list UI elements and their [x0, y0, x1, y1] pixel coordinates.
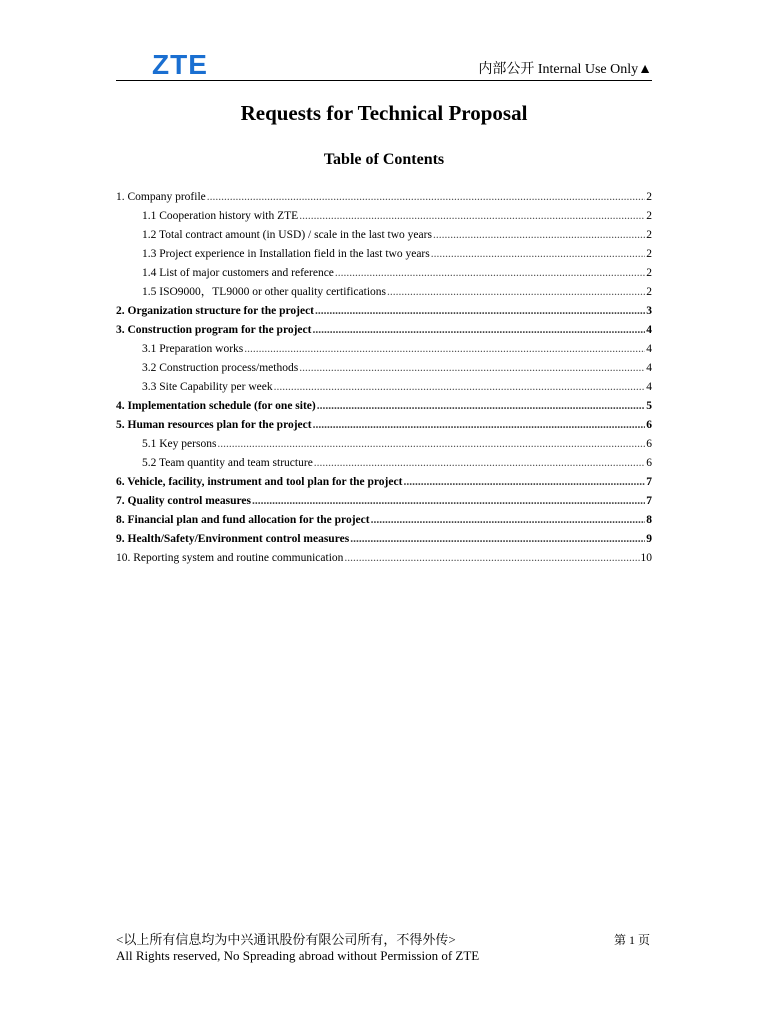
toc-entry[interactable] [116, 359, 652, 378]
toc-entry[interactable] [116, 283, 652, 302]
toc-entry[interactable] [116, 226, 652, 245]
toc-entry-page: 6 [646, 457, 652, 469]
toc-entry[interactable] [116, 530, 652, 549]
toc-entry[interactable] [116, 302, 652, 321]
document-title: Requests for Technical Proposal [240, 101, 528, 125]
toc-entry-page: 2 [646, 229, 652, 241]
toc-entry[interactable] [116, 264, 652, 283]
toc-entry-title: 3.1 Preparation works [142, 343, 244, 355]
toc-entry-page: 3 [646, 305, 652, 317]
toc-entry-title: 10. Reporting system and routine communication [116, 552, 344, 564]
toc-dot-leader [317, 397, 646, 416]
toc-dot-leader [299, 207, 645, 226]
toc-entry[interactable] [116, 454, 652, 473]
toc-entry-title: 3.2 Construction process/methods [142, 362, 299, 374]
toc-entry-title: 2. Organization structure for the project [116, 305, 315, 317]
toc-entry-page: 8 [646, 514, 652, 526]
toc-entry-title: 4. Implementation schedule (for one site) [116, 400, 316, 412]
toc-entry-page: 2 [646, 248, 652, 260]
toc-entry-title: 1.3 Project experience in Installation field in the last two years [142, 248, 430, 260]
toc-entry[interactable] [116, 492, 652, 511]
toc-entry-title: 9. Health/Safety/Environment control measures [116, 533, 350, 545]
toc-entry-title: 3. Construction program for the project [116, 324, 312, 336]
toc-entry[interactable] [116, 340, 652, 359]
toc-entry-page: 7 [646, 476, 652, 488]
toc-dot-leader [314, 454, 645, 473]
toc-entry-title: 1.4 List of major customers and reference [142, 267, 334, 279]
toc-entry-title: 5.2 Team quantity and team structure [142, 457, 313, 469]
toc-dot-leader [274, 378, 646, 397]
zte-logo: ZTE [152, 49, 208, 80]
toc-dot-leader [350, 530, 645, 549]
toc-entry-title: 8. Financial plan and fund allocation for the project [116, 514, 370, 526]
toc-entry-title: 7. Quality control measures [116, 495, 252, 507]
toc-entry[interactable] [116, 549, 652, 568]
toc-dot-leader [312, 321, 645, 340]
toc-entry-title: 1.5 ISO9000，TL9000 or other quality certifications [142, 286, 387, 298]
toc-entry-page: 4 [646, 324, 652, 336]
toc-dot-leader [315, 302, 645, 321]
toc-entry[interactable] [116, 435, 652, 454]
footer-confidentiality-cn: <以上所有信息均为中兴通讯股份有限公司所有，不得外传> [116, 932, 456, 947]
toc-dot-leader [371, 511, 646, 530]
toc-dot-leader [244, 340, 645, 359]
toc-entry-page: 2 [646, 267, 652, 279]
toc-dot-leader [403, 473, 645, 492]
toc-entry-title: 1.1 Cooperation history with ZTE [142, 210, 299, 222]
toc-entry[interactable] [116, 416, 652, 435]
toc-dot-leader [431, 245, 646, 264]
header-divider [116, 80, 652, 81]
toc-entry-page: 5 [646, 400, 652, 412]
toc-entry-title: 6. Vehicle, facility, instrument and tool plan for the project [116, 476, 403, 488]
footer-copyright-en: All Rights reserved, No Spreading abroad without Permission of ZTE [116, 948, 480, 963]
toc-dot-leader [207, 188, 646, 207]
toc-entry-page: 4 [646, 362, 652, 374]
toc-entry-page: 2 [646, 191, 652, 203]
toc-dot-leader [313, 416, 646, 435]
toc-entry-page: 7 [646, 495, 652, 507]
toc-entry-page: 4 [646, 381, 652, 393]
table-of-contents [116, 188, 652, 568]
toc-entry[interactable] [116, 473, 652, 492]
toc-entry[interactable] [116, 397, 652, 416]
footer-page-number: 第 1 页 [613, 933, 650, 947]
toc-dot-leader [252, 492, 645, 511]
toc-entry-page: 2 [646, 286, 652, 298]
toc-dot-leader [344, 549, 639, 568]
toc-entry-title: 5. Human resources plan for the project [116, 419, 312, 431]
toc-entry-title: 1. Company profile [116, 191, 206, 203]
toc-entry[interactable] [116, 511, 652, 530]
toc-entry-page: 6 [646, 419, 652, 431]
toc-entry-page: 10 [640, 552, 652, 564]
toc-dot-leader [433, 226, 645, 245]
toc-entry[interactable] [116, 207, 652, 226]
toc-entry-title: 1.2 Total contract amount (in USD) / scale in the last two years [142, 229, 432, 241]
toc-entry-title: 5.1 Key persons [142, 438, 217, 450]
toc-dot-leader [217, 435, 645, 454]
toc-dot-leader [335, 264, 645, 283]
toc-entry[interactable] [116, 378, 652, 397]
header-classification-note: 内部公开 Internal Use Only▲ [478, 62, 652, 77]
toc-entry-page: 4 [646, 343, 652, 355]
toc-dot-leader [299, 359, 645, 378]
toc-heading: Table of Contents [323, 151, 445, 168]
toc-entry-page: 6 [646, 438, 652, 450]
toc-entry[interactable] [116, 245, 652, 264]
toc-entry[interactable] [116, 321, 652, 340]
toc-entry-page: 9 [646, 533, 652, 545]
toc-entry-page: 2 [646, 210, 652, 222]
toc-entry-title: 3.3 Site Capability per week [142, 381, 273, 393]
toc-dot-leader [387, 283, 645, 302]
toc-entry[interactable] [116, 188, 652, 207]
